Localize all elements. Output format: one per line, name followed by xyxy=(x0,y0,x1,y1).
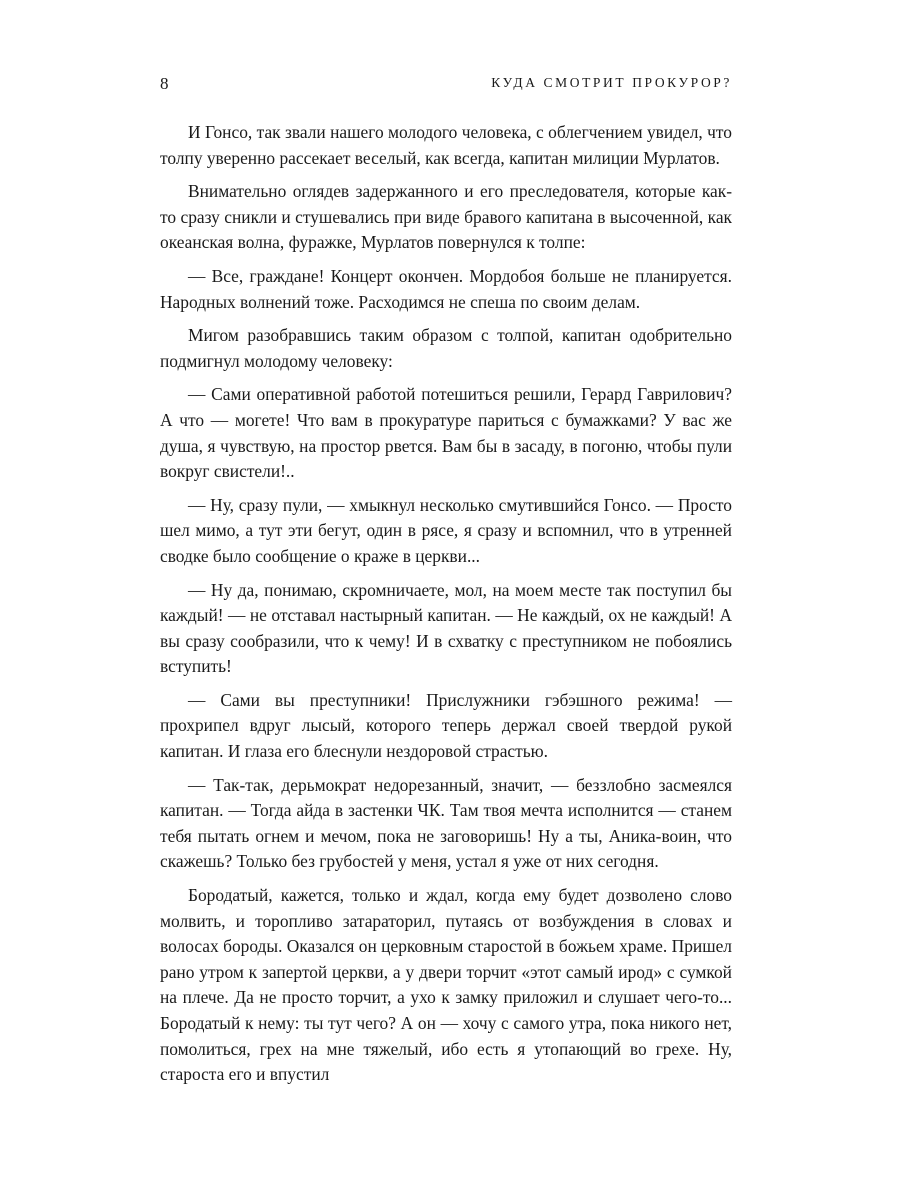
paragraph: Мигом разобравшись таким образом с толпой, капитан одобрительно подмигнул молодому человеку: xyxy=(160,325,732,371)
paragraph: Бородатый, кажется, только и ждал, когда ему будет дозволено слово молвить, и торопливо затараторил, путаясь от возбуждения в словах и волосах бороды. Оказался он церковным старостой в божьем храме. Пришел рано утром к запертой церкви, а у двери торчит «этот самый ирод» с сумкой на плече. Да не просто торчит, а ухо к замку приложил и слушает чего-то... Бородатый к нему: ты тут чего? А он — хочу с самого утра, пока никого нет, помолиться, грех на мне тяжелый, ибо есть я утопающий во грехе. Ну, староста его и впустил xyxy=(160,885,732,1085)
paragraph: Внимательно оглядев задержанного и его преследователя, которые как-то сразу сникли и стушевались при виде бравого капитана в высоченной, как океанская волна, фуражке, Мурлатов повернулся к толпе: xyxy=(160,181,732,253)
paragraph: — Сами вы преступники! Прислужники гэбэшного режима! — прохрипел вдруг лысый, которого теперь держал своей твердой рукой капитан. И глаза его блеснули нездоровой страстью. xyxy=(160,689,732,762)
running-head: КУДА СМОТРИТ ПРОКУРОР? xyxy=(491,75,732,90)
paragraph: — Ну да, понимаю, скромничаете, мол, на моем месте так поступил бы каждый! — не отставал настырный капитан. — Не каждый, ох не каждый! А вы сразу сообразили, что к чему! И в схватку с преступником не побоялись вступить! xyxy=(160,579,732,677)
paragraph: — Все, граждане! Концерт окончен. Мордобоя больше не планируется. Народных волнений тоже. Расходимся не спеша по своим делам. xyxy=(160,265,732,312)
paragraph: — Ну, сразу пули, — хмыкнул несколько смутившийся Гонсо. — Просто шел мимо, а тут эти бегут, один в рясе, я сразу и вспомнил, что в утренней сводке было сообщение о краже в церкви... xyxy=(160,494,732,566)
page-header xyxy=(160,74,732,98)
paragraph: — Так-так, дерьмократ недорезанный, значит, — беззлобно засмеялся капитан. — Тогда айда в застенки ЧК. Там твоя мечта исполнится — станем тебя пытать огнем и мечом, пока не заговоришь! Ну а ты, Аника-воин, что скажешь? Только без грубостей у меня, устал я уже от них сегодня. xyxy=(160,774,732,872)
paragraph: И Гонсо, так звали нашего молодого человека, с облегчением увидел, что толпу уверенно рассекает веселый, как всегда, капитан милиции Мурлатов. xyxy=(160,122,732,168)
body-text xyxy=(160,120,732,1096)
paragraph: — Сами оперативной работой потешиться решили, Герард Гаврилович? А что — могете! Что вам в прокуратуре париться с бумажками? У вас же душа, я чувствую, на простор рвется. Вам бы в засаду, в погоню, чтобы пули вокруг свистели!.. xyxy=(160,384,732,482)
page-number: 8 xyxy=(160,74,169,93)
